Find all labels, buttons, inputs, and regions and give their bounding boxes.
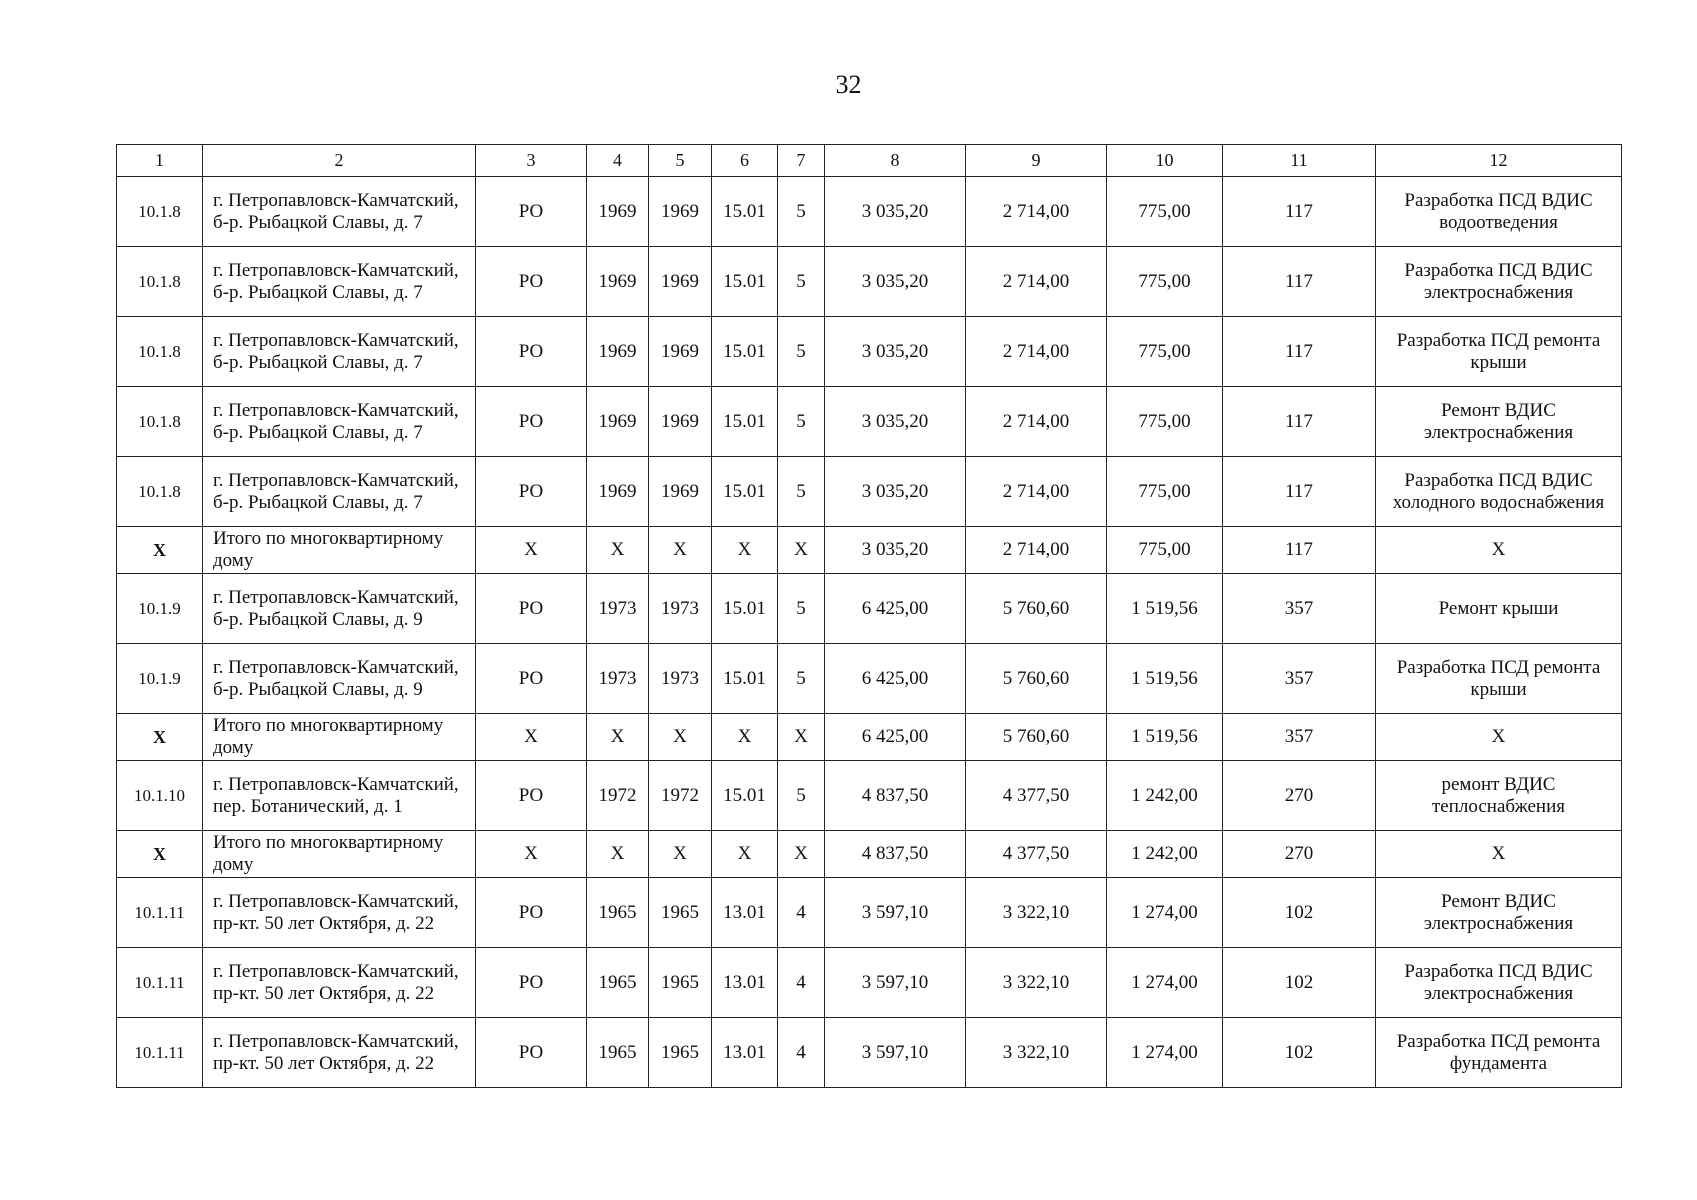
table-row [117,761,1622,831]
address-cell: Итого по многоквартирному дому [203,527,476,574]
year-built-cell: 1969 [587,387,649,457]
premises-area-cell: 2 714,00 [966,457,1107,527]
row-number-cell: Х [117,527,203,574]
address-cell: г. Петропавловск-Камчатский, б-р. Рыбацкой Славы, д. 7 [203,317,476,387]
year-commissioned-cell: 1969 [649,317,712,387]
year-built-cell: 1969 [587,457,649,527]
work-type-cell: Ремонт ВДИС электроснабжения [1376,387,1622,457]
table-body [117,145,1622,1088]
address-cell: г. Петропавловск-Камчатский, пр-кт. 50 лет Октября, д. 22 [203,948,476,1018]
residents-cell: 270 [1223,761,1376,831]
floors-cell: Х [778,831,825,878]
row-number-cell: 10.1.11 [117,948,203,1018]
total-area-cell: 3 597,10 [825,878,966,948]
table-row [117,948,1622,1018]
premises-area-cell: 2 714,00 [966,247,1107,317]
total-area-cell: 3 035,20 [825,177,966,247]
floors-cell: 5 [778,247,825,317]
wall-material-cell: 15.01 [712,457,778,527]
column-number: 2 [203,145,476,177]
floors-cell: Х [778,714,825,761]
fund-method-cell: РО [476,1018,587,1088]
work-type-cell: Ремонт крыши [1376,574,1622,644]
floors-cell: Х [778,527,825,574]
wall-material-cell: 15.01 [712,317,778,387]
row-number-cell: 10.1.11 [117,1018,203,1088]
total-area-cell: 3 035,20 [825,247,966,317]
address-cell: г. Петропавловск-Камчатский, б-р. Рыбацкой Славы, д. 7 [203,177,476,247]
roof-area-cell: 775,00 [1107,317,1223,387]
year-built-cell: Х [587,831,649,878]
column-number: 9 [966,145,1107,177]
floors-cell: 5 [778,457,825,527]
roof-area-cell: 1 519,56 [1107,574,1223,644]
year-commissioned-cell: Х [649,527,712,574]
floors-cell: 5 [778,574,825,644]
fund-method-cell: Х [476,831,587,878]
fund-method-cell: РО [476,761,587,831]
total-area-cell: 6 425,00 [825,574,966,644]
wall-material-cell: 15.01 [712,574,778,644]
roof-area-cell: 1 274,00 [1107,948,1223,1018]
address-cell: г. Петропавловск-Камчатский, б-р. Рыбацкой Славы, д. 9 [203,574,476,644]
fund-method-cell: РО [476,457,587,527]
total-area-cell: 6 425,00 [825,644,966,714]
roof-area-cell: 1 242,00 [1107,831,1223,878]
roof-area-cell: 1 519,56 [1107,714,1223,761]
total-area-cell: 4 837,50 [825,761,966,831]
year-built-cell: 1965 [587,878,649,948]
roof-area-cell: 1 274,00 [1107,878,1223,948]
year-built-cell: 1965 [587,1018,649,1088]
roof-area-cell: 775,00 [1107,247,1223,317]
fund-method-cell: РО [476,317,587,387]
residents-cell: 102 [1223,1018,1376,1088]
premises-area-cell: 2 714,00 [966,527,1107,574]
total-row [117,527,1622,574]
column-number: 12 [1376,145,1622,177]
floors-cell: 5 [778,387,825,457]
fund-method-cell: РО [476,387,587,457]
floors-cell: 5 [778,177,825,247]
column-number-row [117,145,1622,177]
floors-cell: 4 [778,948,825,1018]
program-table [116,144,1622,1088]
column-number: 7 [778,145,825,177]
residents-cell: 117 [1223,457,1376,527]
year-built-cell: 1969 [587,317,649,387]
roof-area-cell: 1 242,00 [1107,761,1223,831]
address-cell: г. Петропавловск-Камчатский, б-р. Рыбацкой Славы, д. 9 [203,644,476,714]
floors-cell: 4 [778,1018,825,1088]
year-built-cell: 1969 [587,247,649,317]
row-number-cell: 10.1.11 [117,878,203,948]
address-cell: г. Петропавловск-Камчатский, б-р. Рыбацкой Славы, д. 7 [203,247,476,317]
column-number: 5 [649,145,712,177]
residents-cell: 117 [1223,317,1376,387]
fund-method-cell: РО [476,177,587,247]
roof-area-cell: 775,00 [1107,177,1223,247]
address-cell: Итого по многоквартирному дому [203,714,476,761]
premises-area-cell: 2 714,00 [966,317,1107,387]
residents-cell: 357 [1223,714,1376,761]
table-row [117,457,1622,527]
row-number-cell: 10.1.8 [117,317,203,387]
year-commissioned-cell: Х [649,714,712,761]
table-row [117,177,1622,247]
total-area-cell: 3 597,10 [825,948,966,1018]
column-number: 8 [825,145,966,177]
premises-area-cell: 5 760,60 [966,714,1107,761]
year-commissioned-cell: 1965 [649,878,712,948]
table-row [117,387,1622,457]
work-type-cell: Х [1376,714,1622,761]
residents-cell: 102 [1223,948,1376,1018]
row-number-cell: Х [117,714,203,761]
column-number: 11 [1223,145,1376,177]
year-commissioned-cell: 1973 [649,574,712,644]
wall-material-cell: 13.01 [712,948,778,1018]
premises-area-cell: 3 322,10 [966,1018,1107,1088]
roof-area-cell: 1 519,56 [1107,644,1223,714]
premises-area-cell: 3 322,10 [966,878,1107,948]
column-number: 3 [476,145,587,177]
residents-cell: 117 [1223,527,1376,574]
premises-area-cell: 2 714,00 [966,387,1107,457]
premises-area-cell: 4 377,50 [966,831,1107,878]
wall-material-cell: 13.01 [712,878,778,948]
year-built-cell: 1973 [587,644,649,714]
total-area-cell: 4 837,50 [825,831,966,878]
row-number-cell: 10.1.8 [117,457,203,527]
work-type-cell: Х [1376,527,1622,574]
row-number-cell: 10.1.10 [117,761,203,831]
year-commissioned-cell: 1965 [649,1018,712,1088]
total-area-cell: 3 597,10 [825,1018,966,1088]
row-number-cell: 10.1.8 [117,387,203,457]
table-row [117,574,1622,644]
wall-material-cell: Х [712,831,778,878]
work-type-cell: Х [1376,831,1622,878]
year-commissioned-cell: 1969 [649,457,712,527]
residents-cell: 270 [1223,831,1376,878]
work-type-cell: Разработка ПСД ВДИС электроснабжения [1376,247,1622,317]
address-cell: Итого по многоквартирному дому [203,831,476,878]
row-number-cell: 10.1.8 [117,247,203,317]
fund-method-cell: Х [476,714,587,761]
residents-cell: 117 [1223,387,1376,457]
wall-material-cell: 15.01 [712,761,778,831]
residents-cell: 357 [1223,644,1376,714]
wall-material-cell: 15.01 [712,387,778,457]
work-type-cell: Разработка ПСД ремонта крыши [1376,317,1622,387]
work-type-cell: ремонт ВДИС теплоснабжения [1376,761,1622,831]
row-number-cell: 10.1.8 [117,177,203,247]
roof-area-cell: 775,00 [1107,527,1223,574]
total-row [117,714,1622,761]
row-number-cell: 10.1.9 [117,644,203,714]
year-built-cell: 1973 [587,574,649,644]
address-cell: г. Петропавловск-Камчатский, пр-кт. 50 лет Октября, д. 22 [203,1018,476,1088]
premises-area-cell: 3 322,10 [966,948,1107,1018]
work-type-cell: Разработка ПСД ВДИС холодного водоснабжения [1376,457,1622,527]
work-type-cell: Разработка ПСД ремонта фундамента [1376,1018,1622,1088]
residents-cell: 117 [1223,247,1376,317]
work-type-cell: Разработка ПСД ВДИС водоотведения [1376,177,1622,247]
fund-method-cell: РО [476,247,587,317]
roof-area-cell: 775,00 [1107,457,1223,527]
table-row [117,878,1622,948]
year-commissioned-cell: 1969 [649,177,712,247]
roof-area-cell: 1 274,00 [1107,1018,1223,1088]
total-area-cell: 6 425,00 [825,714,966,761]
year-built-cell: 1965 [587,948,649,1018]
wall-material-cell: 15.01 [712,247,778,317]
table-row [117,644,1622,714]
work-type-cell: Разработка ПСД ремонта крыши [1376,644,1622,714]
total-area-cell: 3 035,20 [825,317,966,387]
table-row [117,247,1622,317]
year-commissioned-cell: Х [649,831,712,878]
fund-method-cell: РО [476,644,587,714]
total-area-cell: 3 035,20 [825,457,966,527]
column-number: 10 [1107,145,1223,177]
residents-cell: 102 [1223,878,1376,948]
year-built-cell: Х [587,527,649,574]
total-row [117,831,1622,878]
wall-material-cell: Х [712,714,778,761]
fund-method-cell: РО [476,574,587,644]
row-number-cell: Х [117,831,203,878]
floors-cell: 5 [778,317,825,387]
address-cell: г. Петропавловск-Камчатский, пр-кт. 50 лет Октября, д. 22 [203,878,476,948]
page-number: 32 [835,70,862,99]
wall-material-cell: 13.01 [712,1018,778,1088]
premises-area-cell: 4 377,50 [966,761,1107,831]
roof-area-cell: 775,00 [1107,387,1223,457]
floors-cell: 4 [778,878,825,948]
year-commissioned-cell: 1972 [649,761,712,831]
table-row [117,1018,1622,1088]
year-built-cell: 1969 [587,177,649,247]
wall-material-cell: 15.01 [712,177,778,247]
fund-method-cell: РО [476,948,587,1018]
premises-area-cell: 2 714,00 [966,177,1107,247]
year-built-cell: 1972 [587,761,649,831]
work-type-cell: Ремонт ВДИС электроснабжения [1376,878,1622,948]
floors-cell: 5 [778,761,825,831]
wall-material-cell: Х [712,527,778,574]
residents-cell: 117 [1223,177,1376,247]
address-cell: г. Петропавловск-Камчатский, б-р. Рыбацкой Славы, д. 7 [203,457,476,527]
premises-area-cell: 5 760,60 [966,574,1107,644]
work-type-cell: Разработка ПСД ВДИС электроснабжения [1376,948,1622,1018]
floors-cell: 5 [778,644,825,714]
residents-cell: 357 [1223,574,1376,644]
year-commissioned-cell: 1969 [649,247,712,317]
total-area-cell: 3 035,20 [825,387,966,457]
year-built-cell: Х [587,714,649,761]
premises-area-cell: 5 760,60 [966,644,1107,714]
year-commissioned-cell: 1973 [649,644,712,714]
row-number-cell: 10.1.9 [117,574,203,644]
table-row [117,317,1622,387]
total-area-cell: 3 035,20 [825,527,966,574]
column-number: 1 [117,145,203,177]
column-number: 6 [712,145,778,177]
fund-method-cell: РО [476,878,587,948]
fund-method-cell: Х [476,527,587,574]
year-commissioned-cell: 1965 [649,948,712,1018]
address-cell: г. Петропавловск-Камчатский, б-р. Рыбацкой Славы, д. 7 [203,387,476,457]
year-commissioned-cell: 1969 [649,387,712,457]
column-number: 4 [587,145,649,177]
address-cell: г. Петропавловск-Камчатский, пер. Ботанический, д. 1 [203,761,476,831]
wall-material-cell: 15.01 [712,644,778,714]
